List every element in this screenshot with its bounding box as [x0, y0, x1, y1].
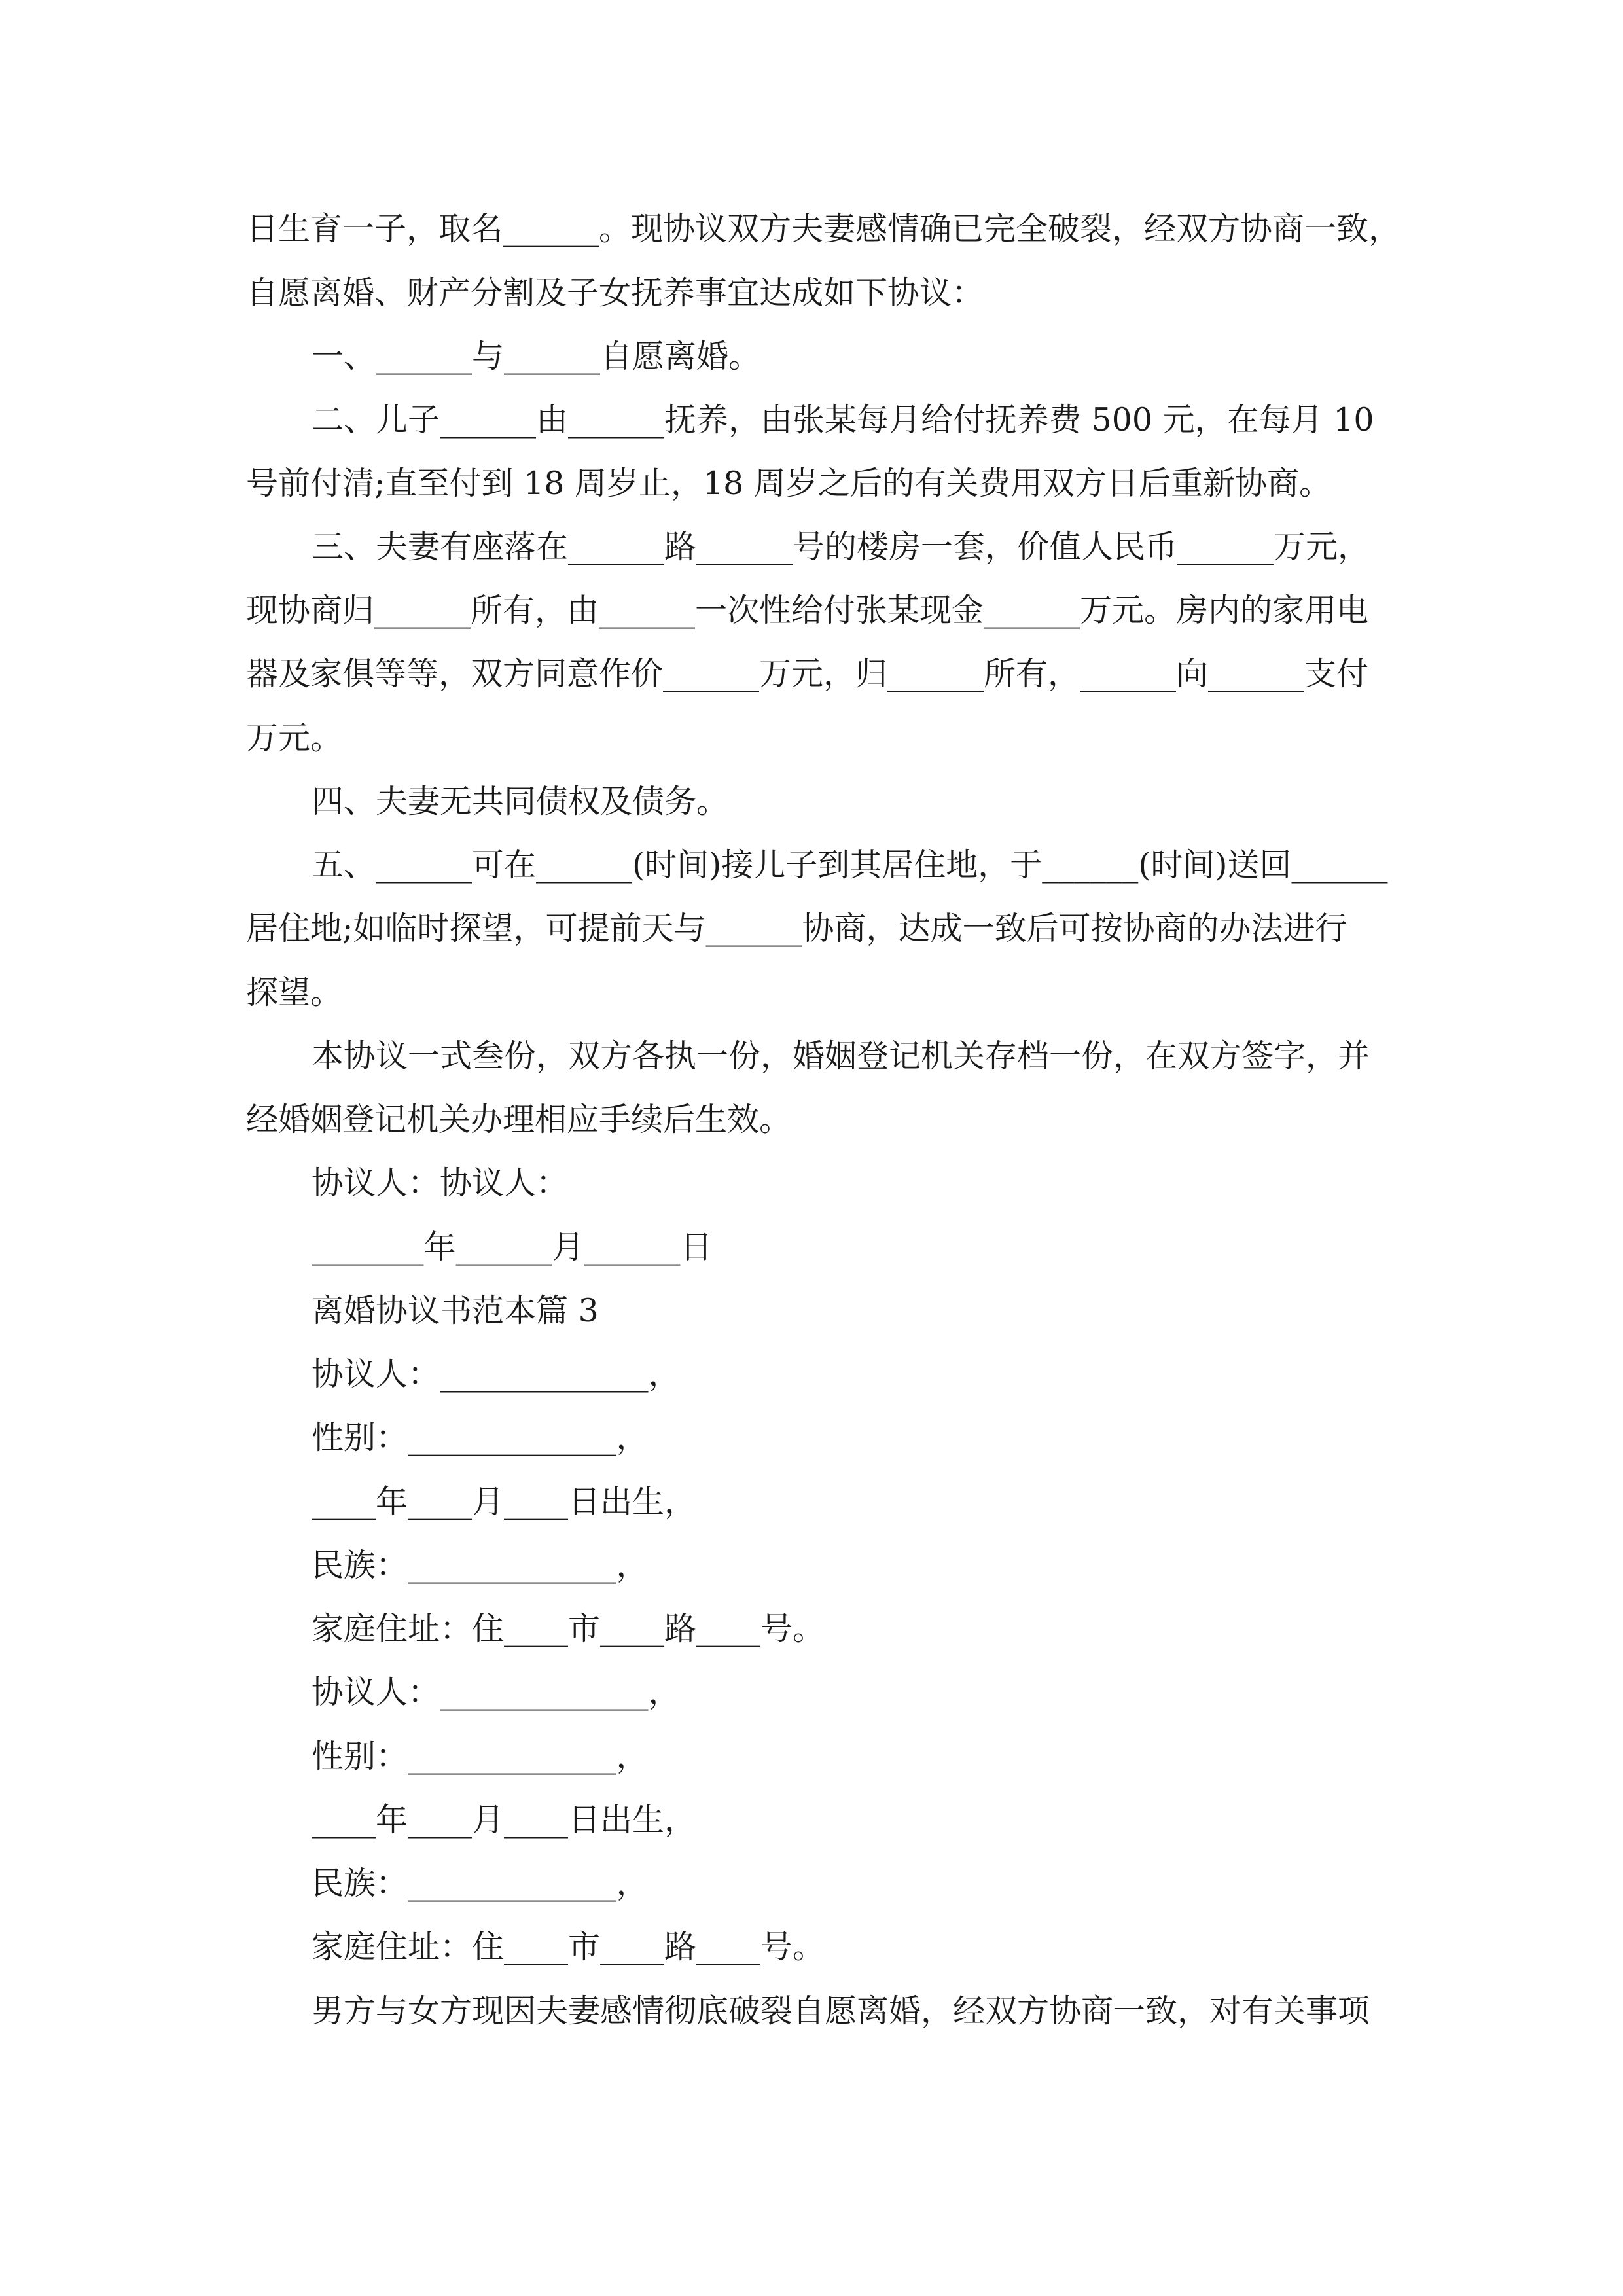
form-line: 家庭住址：住____市____路____号。 [312, 1610, 825, 1647]
text-line: 经婚姻登记机关办理相应手续后生效。 [246, 1101, 792, 1138]
text-line: 男方与女方现因夫妻感情彻底破裂自愿离婚，经双方协商一致，对有关事项 [312, 1992, 1370, 2030]
signatories-line: 协议人：协议人： [312, 1164, 569, 1202]
form-line: 性别：_____________， [312, 1738, 649, 1775]
text-line: 器及家俱等等，双方同意作价______万元，归______所有，______向______支付 [246, 655, 1369, 692]
text-line: 现协商归______所有，由______一次性给付张某现金______万元。房内的家用电 [246, 592, 1369, 629]
text-line: 五、______可在______(时间)接儿子到其居住地，于______(时间)送回______ [312, 846, 1388, 884]
form-line: 协议人：_____________， [312, 1674, 681, 1711]
form-line: 性别：_____________， [312, 1419, 649, 1456]
form-line: 民族：_____________， [312, 1865, 649, 1902]
form-line: 民族：_____________， [312, 1547, 649, 1584]
text-line: 四、夫妻无共同债权及债务。 [312, 783, 729, 820]
text-line: 探望。 [246, 974, 343, 1011]
form-line: ____年____月____日出生， [312, 1483, 697, 1520]
text-line: 日生育一子，取名______。现协议双方夫妻感情确已完全破裂，经双方协商一致， [246, 210, 1401, 247]
form-line: 家庭住址：住____市____路____号。 [312, 1928, 825, 1965]
form-line: 协议人：_____________， [312, 1355, 681, 1393]
date-line: _______年______月______日 [312, 1229, 713, 1266]
text-line: 自愿离婚、财产分割及子女抚养事宜达成如下协议： [246, 274, 984, 312]
text-line: 一、______与______自愿离婚。 [312, 338, 761, 375]
form-line: ____年____月____日出生， [312, 1801, 697, 1839]
text-line: 二、儿子______由______抚养，由张某每月给付抚养费 500 元，在每月 10 [312, 401, 1374, 439]
text-line: 本协议一式叁份，双方各执一份，婚姻登记机关存档一份，在双方签字，并 [312, 1037, 1370, 1075]
section-heading: 离婚协议书范本篇 3 [312, 1292, 599, 1329]
text-line: 三、夫妻有座落在______路______号的楼房一套，价值人民币______万元， [312, 528, 1370, 565]
text-line: 居住地;如临时探望，可提前天与______协商，达成一致后可按协商的办法进行 [246, 910, 1347, 947]
text-line: 号前付清;直至付到 18 周岁止，18 周岁之后的有关费用双方日后重新协商。 [246, 465, 1331, 502]
text-line: 万元。 [246, 719, 343, 757]
